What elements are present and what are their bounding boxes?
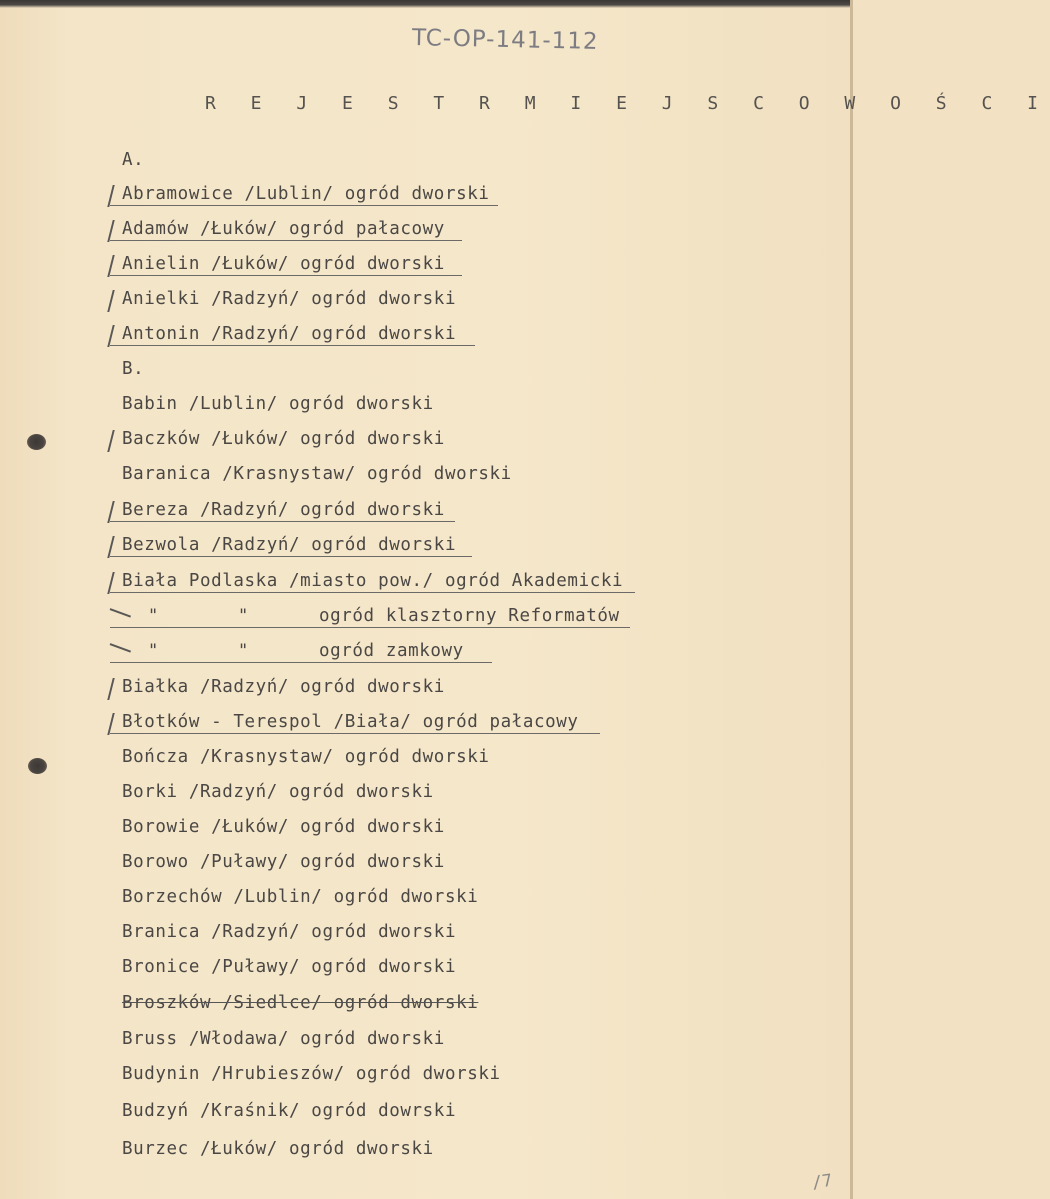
entry-text: Baczków /Łuków/ ogród dworski xyxy=(122,429,445,449)
register-entry xyxy=(0,848,853,878)
check-mark xyxy=(107,325,118,347)
register-entry xyxy=(0,1060,853,1090)
check-mark xyxy=(107,220,118,242)
pencil-underline xyxy=(110,240,462,241)
ditto-mark: " xyxy=(238,606,249,626)
entry-text: Baranica /Krasnystaw/ ogród dworski xyxy=(122,464,512,484)
check-mark xyxy=(107,185,118,207)
pencil-underline xyxy=(110,521,455,522)
register-entry xyxy=(0,953,853,983)
entry-text: Błotków - Terespol /Biała/ ogród pałacowy xyxy=(122,712,579,732)
entry-text: ogród klasztorny Reformatów xyxy=(319,606,620,626)
section-heading-a xyxy=(0,146,853,176)
check-mark xyxy=(107,572,118,594)
entry-text: Abramowice /Lublin/ ogród dworski xyxy=(122,184,490,204)
register-entry xyxy=(0,320,853,350)
page-title: R E J E S T R M I E J S C O W O Ś C I xyxy=(205,93,1050,114)
register-entry xyxy=(0,637,853,667)
entry-text: Borowo /Puławy/ ogród dworski xyxy=(122,852,445,872)
pencil-underline xyxy=(110,275,462,276)
pencil-underline xyxy=(110,627,630,628)
register-entry-struck xyxy=(0,989,853,1019)
entry-text: Bronice /Puławy/ ogród dworski xyxy=(122,957,457,977)
section-heading-b xyxy=(0,355,853,385)
ditto-mark: " xyxy=(148,641,159,661)
entry-text: Bezwola /Radzyń/ ogród dworski xyxy=(122,535,457,555)
ditto-mark: " xyxy=(238,641,249,661)
register-entry xyxy=(0,673,853,703)
pencil-underline xyxy=(110,592,635,593)
entry-text: Broszków /Siedlce/ ogród dworski xyxy=(122,993,479,1013)
entry-text: Budynin /Hrubieszów/ ogród dworski xyxy=(122,1064,501,1084)
entry-text: Borowie /Łuków/ ogród dworski xyxy=(122,817,445,837)
entry-text: Antonin /Radzyń/ ogród dworski xyxy=(122,324,457,344)
check-mark xyxy=(107,713,118,735)
register-entry xyxy=(0,496,853,526)
entry-text: Bruss /Włodawa/ ogród dworski xyxy=(122,1029,445,1049)
handwritten-reference-number: TC-OP-141-112 xyxy=(411,25,599,55)
check-mark xyxy=(107,430,118,452)
register-entry xyxy=(0,708,853,738)
pencil-underline xyxy=(110,556,472,557)
entry-text: Borki /Radzyń/ ogród dworski xyxy=(122,782,434,802)
register-entry xyxy=(0,567,853,597)
check-mark xyxy=(107,536,118,558)
check-mark xyxy=(110,604,133,617)
entry-text: Babin /Lublin/ ogród dworski xyxy=(122,394,434,414)
register-entry xyxy=(0,1025,853,1055)
page-corner-mark: /7 xyxy=(810,1170,834,1194)
entry-text: Bończa /Krasnystaw/ ogród dworski xyxy=(122,747,490,767)
entry-text: Biała Podlaska /miasto pow./ ogród Akademicki xyxy=(122,571,624,591)
register-entry xyxy=(0,918,853,948)
register-entry xyxy=(0,180,853,210)
entry-text: Adamów /Łuków/ ogród pałacowy xyxy=(122,219,445,239)
check-mark xyxy=(107,255,118,277)
register-entry xyxy=(0,250,853,280)
pencil-underline xyxy=(110,662,492,663)
register-entry xyxy=(0,531,853,561)
pencil-underline xyxy=(110,205,498,206)
ditto-mark: " xyxy=(148,606,159,626)
register-entry xyxy=(0,813,853,843)
check-mark xyxy=(107,290,118,312)
entry-text: A. xyxy=(122,150,145,170)
register-entry xyxy=(0,602,853,632)
register-entry xyxy=(0,215,853,245)
entry-text: Burzec /Łuków/ ogród dworski xyxy=(122,1139,434,1159)
register-entry xyxy=(0,743,853,773)
entry-text: Anielin /Łuków/ ogród dworski xyxy=(122,254,445,274)
register-entry xyxy=(0,1097,853,1127)
pencil-underline xyxy=(110,733,600,734)
check-mark xyxy=(107,501,118,523)
register-entry xyxy=(0,425,853,455)
entry-text: ogród zamkowy xyxy=(319,641,464,661)
scanner-top-edge xyxy=(0,0,853,8)
entry-text: Budzyń /Kraśnik/ ogród dowrski xyxy=(122,1101,457,1121)
entry-text: Bereza /Radzyń/ ogród dworski xyxy=(122,500,445,520)
register-entry xyxy=(0,1135,853,1165)
entry-text: B. xyxy=(122,359,145,379)
register-entry xyxy=(0,285,853,315)
entry-text: Anielki /Radzyń/ ogród dworski xyxy=(122,289,457,309)
pencil-underline xyxy=(110,345,475,346)
check-mark xyxy=(107,678,118,700)
register-entry xyxy=(0,883,853,913)
check-mark xyxy=(110,639,133,652)
register-entry xyxy=(0,460,853,490)
entry-text: Białka /Radzyń/ ogród dworski xyxy=(122,677,445,697)
register-entry xyxy=(0,778,853,808)
entry-text: Branica /Radzyń/ ogród dworski xyxy=(122,922,457,942)
register-entry xyxy=(0,390,853,420)
entry-text: Borzechów /Lublin/ ogród dworski xyxy=(122,887,479,907)
